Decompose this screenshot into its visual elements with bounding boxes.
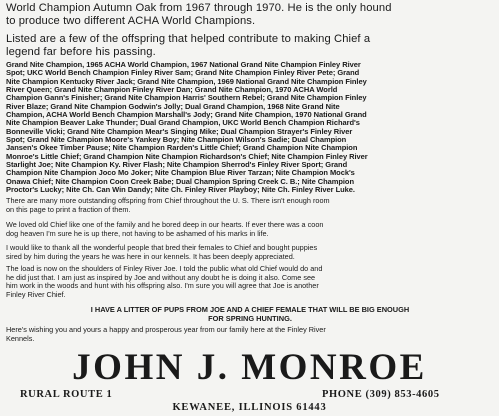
offspring-line: Champion Nite Champion Joco Mo Joker; Nite Champion Blue River Tarzan; Nite Champion Mock's (6, 169, 355, 178)
para-line: I would like to thank all the wonderful people that bred their females to Chief and bought puppies (6, 244, 318, 252)
para-line: on this page to print a fraction of them. (6, 205, 131, 214)
kennel-owner-name: JOHN J. MONROE (72, 347, 427, 388)
offspring-line: Jansen's Okee Timber Pause; Nite Champion Rarden's Little Chief; Grand Champion Nite Champion (6, 144, 358, 153)
offspring-line: Bonneville Vicki; Grand Nite Champion Mear's Singing Mike; Dual Champion Strayer's Finley River (6, 127, 353, 136)
para-line: Here's wishing you and yours a happy and prosperous year from our family here at the Finley River (6, 326, 326, 334)
para-line: him work in the woods and hunt with his offspring also. I'm sure you will agree that Joe is another (6, 282, 319, 291)
offspring-line: Spot; Grand Nite Champion Moore's Yankey Boy; Nite Champion Wilson's Sadie; Dual Champion (6, 136, 347, 145)
announce-line: I HAVE A LITTER OF PUPS FROM JOE AND A CHIEF FEMALE THAT WILL BE BIG ENOUGH (90, 305, 410, 314)
wishes-paragraph (6, 326, 494, 343)
city-line: KEWANEE, ILLINOIS 61443 (172, 402, 327, 413)
intro-paragraph (6, 2, 494, 28)
para-line: Kennels. (6, 334, 35, 343)
phone-number: PHONE (309) 853-4605 (322, 389, 440, 400)
para-line: sired by him during the years he was here in our kennels. It has been deeply appreciated. (6, 252, 295, 261)
listed-line: Listed are a few of the offspring that helped contribute to making Chief a (6, 33, 371, 45)
load-paragraph (6, 265, 494, 299)
offspring-line: River Blaze; Grand Nite Champion Godwin's Jolly; Dual Grand Champion, 1968 Nite Grand Nite (6, 102, 340, 111)
offspring-line: Champion, ACHA World Bench Champion Marshall's Jody; Grand Nite Champion, 1970 National Grand (6, 111, 367, 120)
offspring-list (6, 61, 494, 195)
listed-line: legend far before his passing. (6, 46, 156, 58)
offspring-line: Starlight Joe; Nite Champion Ky. River Flash; Nite Champion Sherrod's Finley River Sport; Grand (6, 161, 348, 170)
thanks-paragraph (6, 244, 494, 261)
loved-chief-paragraph (6, 221, 494, 238)
offspring-line: Onawa Chief; Nite Champion Coon Creek Babe; Dual Champion Spring Creek C. B.; Nite Champion (6, 177, 354, 186)
para-line: Finley River Chief. (6, 290, 66, 299)
para-line: We loved old Chief like one of the family and he bored deep in our hearts. If ever there was a coon (6, 221, 324, 229)
intro-line: World Champion Autumn Oak from 1967 through 1970. He is the only hound (6, 2, 392, 14)
para-line: dog heaven I'm sure he is up there, not having to be ashamed of his marks in life. (6, 229, 269, 238)
para-line: he did just that. I am just as inspired by Joe and without any doubt he is doing it also. Come see (6, 273, 316, 282)
offspring-line: Spot; UKC World Bench Champion Finley River Sam; Grand Nite Champion Finley River Pete; Grand (6, 69, 360, 78)
announce-line: FOR SPRING HUNTING. (208, 314, 292, 323)
offspring-line: Nite Champion Kentucky River Jack; Grand Nite Champion, 1969 National Grand Nite Champion Finley (6, 77, 367, 86)
more-offspring-paragraph (6, 197, 494, 214)
para-line: The load is now on the shoulders of Finley River Joe. I told the public what old Chief would do and (6, 265, 323, 273)
offspring-line: Champion Gann's Finisher; Grand Nite Champion Harris' Southern Rebel; Grand Nite Champion Finley (6, 94, 367, 103)
offspring-line: Monroe's Little Chief; Grand Champion Nite Champion Richardson's Chief; Nite Champion Finley River (6, 152, 368, 161)
litter-announcement (6, 305, 494, 323)
para-line: There are many more outstanding offspring from Chief throughout the U. S. There isn't enough room (6, 197, 330, 205)
offspring-line: Nite Champion Beaver Lake Thunder; Dual Grand Champion, UKC World Bench Champion Richard's (6, 119, 360, 128)
offspring-line: Proctor's Lucky; Nite Ch. Can Win Dandy; Nite Ch. Finley River Playboy; Nite Ch. Finley River Luke. (6, 186, 355, 195)
intro-line: to produce two different ACHA World Champions. (6, 15, 256, 27)
listed-paragraph (6, 33, 494, 59)
address-line: RURAL ROUTE 1 (20, 389, 113, 400)
offspring-line: River Queen; Grand Nite Champion Finley River Dan; Grand Nite Champion, 1970 ACHA World (6, 86, 338, 95)
offspring-line: Grand Nite Champion, 1965 ACHA World Champion, 1967 National Grand Nite Champion Finley River (6, 61, 361, 69)
